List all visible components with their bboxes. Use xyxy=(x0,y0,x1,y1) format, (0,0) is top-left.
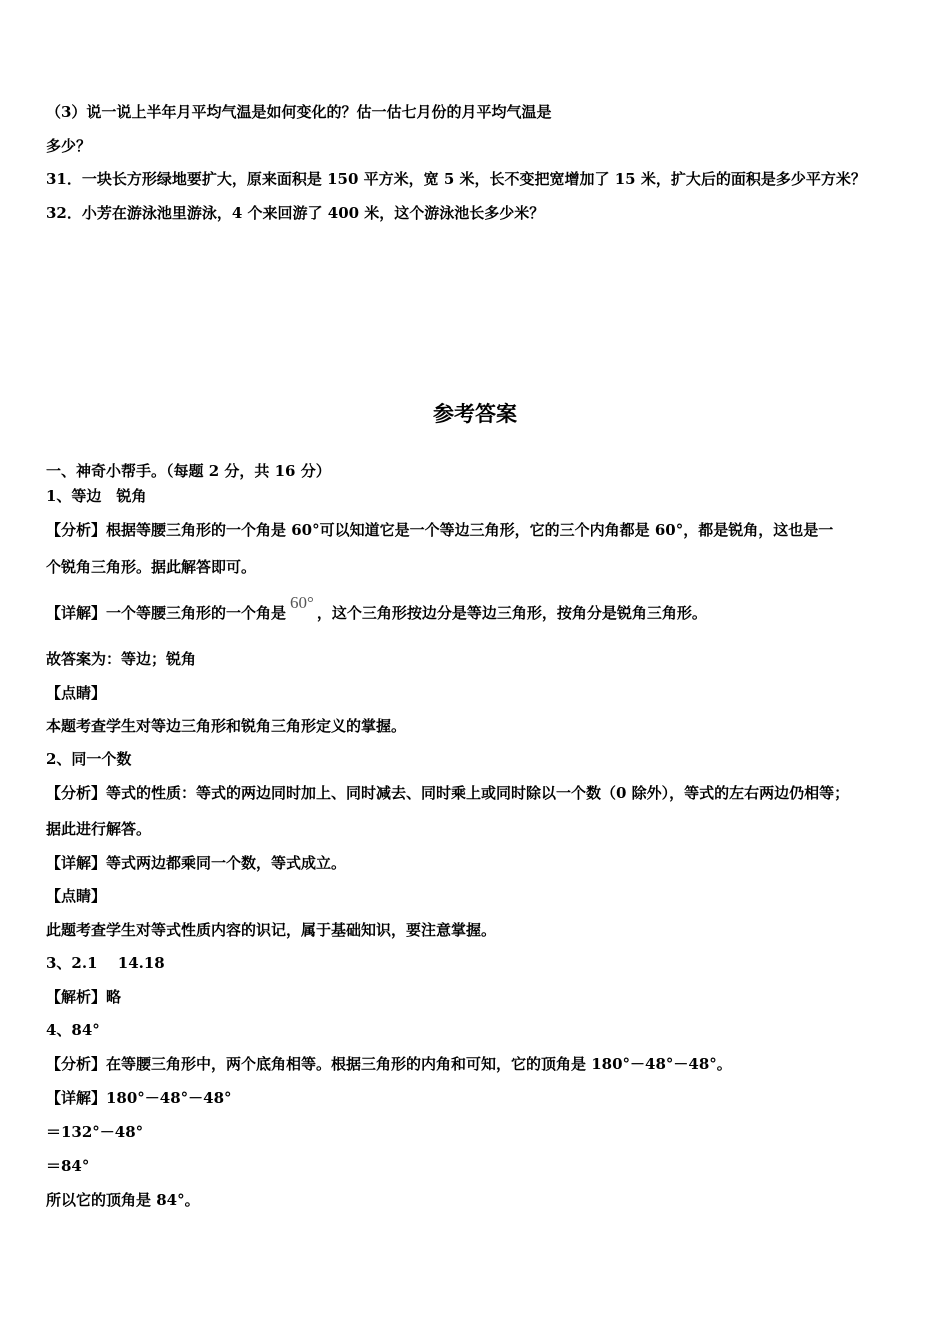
a1-detail xyxy=(46,593,707,623)
a1-answer: 1、等边 锐角 xyxy=(46,487,147,505)
question-32: 32．小芳在游泳池里游泳，4 个来回游了 400 米，这个游泳池长多少米？ xyxy=(46,204,545,222)
a4-conclusion: 所以它的顶角是 84°。 xyxy=(46,1191,200,1209)
a2-answer: 2、同一个数 xyxy=(46,750,132,768)
a2-analysis-line2: 据此进行解答。 xyxy=(46,820,152,838)
answers-title: 参考答案 xyxy=(433,402,517,426)
a2-detail: 【详解】等式两边都乘同一个数，等式成立。 xyxy=(46,854,347,872)
a1-key-label: 【点睛】 xyxy=(46,684,107,702)
a1-analysis-line2: 个锐角三角形。据此解答即可。 xyxy=(46,558,257,576)
q30-part3-line2: 多少？ xyxy=(46,137,92,155)
a2-key-text: 此题考查学生对等式性质内容的识记，属于基础知识，要注意掌握。 xyxy=(46,921,497,939)
a1-key-text: 本题考查学生对等边三角形和锐角三角形定义的掌握。 xyxy=(46,717,407,735)
a2-analysis-line1: 【分析】等式的性质：等式的两边同时加上、同时减去、同时乘上或同时除以一个数（0 除外），等式的左右两边仍相等； xyxy=(46,784,850,802)
a4-answer: 4、84° xyxy=(46,1021,100,1039)
a4-analysis: 【分析】在等腰三角形中，两个底角相等。根据三角形的内角和可知，它的顶角是 180°－48°－48°。 xyxy=(46,1055,732,1073)
angle-formula: 60° xyxy=(290,593,314,612)
a4-step2: ＝84° xyxy=(46,1157,90,1175)
a1-detail-prefix: 【详解】一个等腰三角形的一个角是 xyxy=(46,604,287,622)
a1-conclusion: 故答案为：等边；锐角 xyxy=(46,650,197,668)
a2-key-label: 【点睛】 xyxy=(46,887,107,905)
a3-answer: 3、2.1 14.18 xyxy=(46,954,165,972)
a4-detail: 【详解】180°－48°－48° xyxy=(46,1089,232,1107)
section1-header: 一、神奇小帮手。（每题 2 分，共 16 分） xyxy=(46,462,331,480)
a1-detail-suffix: ，这个三角形按边分是等边三角形，按角分是锐角三角形。 xyxy=(316,604,707,622)
a3-analysis: 【解析】略 xyxy=(46,988,122,1006)
question-31: 31．一块长方形绿地要扩大，原来面积是 150 平方米，宽 5 米，长不变把宽增加了 15 米，扩大后的面积是多少平方米？ xyxy=(46,170,866,188)
q30-part3-line1: （3）说一说上半年月平均气温是如何变化的？估一估七月份的月平均气温是 xyxy=(46,103,552,121)
a1-analysis-line1: 【分析】根据等腰三角形的一个角是 60°可以知道它是一个等边三角形，它的三个内角都是 60°，都是锐角，这也是一 xyxy=(46,521,834,539)
a4-step1: ＝132°－48° xyxy=(46,1123,144,1141)
